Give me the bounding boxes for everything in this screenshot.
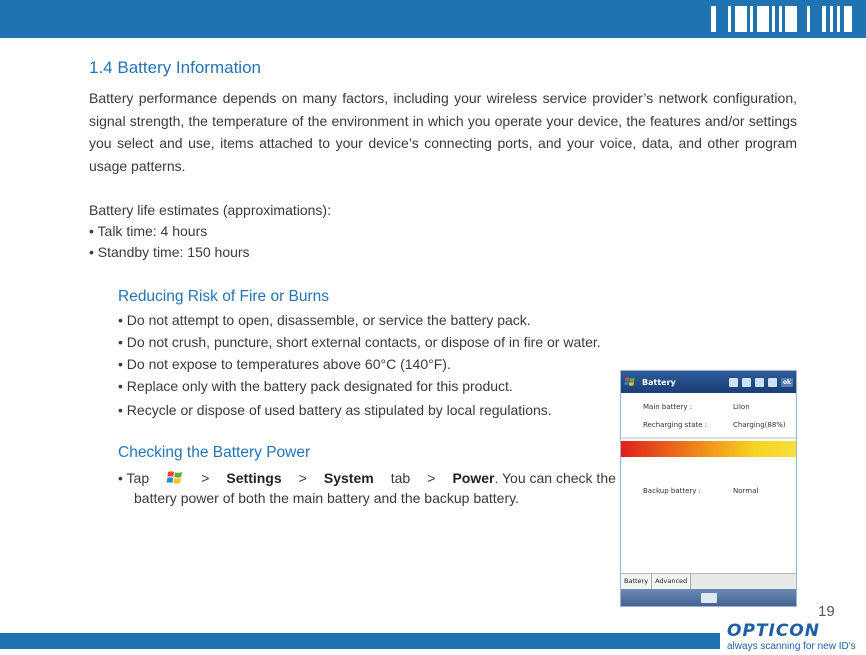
battery-status-icon: [729, 378, 738, 387]
footer-bar: [0, 633, 720, 649]
tab-label: tab: [390, 470, 411, 486]
volume-icon: [768, 378, 777, 387]
main-battery-label: Main battery :: [643, 403, 693, 411]
main-battery-value: LiIon: [733, 403, 750, 411]
estimates-label: Battery life estimates (approximations):: [89, 202, 331, 218]
charge-level-bar: [621, 441, 797, 457]
opticon-logo: OPTICON: [727, 621, 820, 641]
power-label: Power: [452, 470, 495, 486]
fire-risk-item: • Do not attempt to open, disassemble, or service the battery pack.: [118, 312, 531, 328]
tap-label: • Tap: [118, 470, 150, 486]
recharging-label: Recharging state :: [643, 421, 707, 429]
windows-start-icon: [166, 469, 184, 487]
screenshot-title: Battery: [642, 377, 676, 387]
fire-risk-item: • Recycle or dispose of used battery as stipulated by local regulations.: [118, 402, 552, 418]
talk-time: • Talk time: 4 hours: [89, 223, 208, 239]
page-number: 19: [818, 603, 835, 620]
keyboard-icon[interactable]: [701, 593, 717, 603]
fire-risk-item: • Do not crush, puncture, short external contacts, or dispose of in fire or water.: [118, 334, 601, 350]
fire-risk-title: Reducing Risk of Fire or Burns: [118, 288, 330, 305]
backup-battery-value: Normal: [733, 487, 759, 495]
screenshot-title-bar: [621, 371, 796, 393]
separator: >: [427, 470, 436, 486]
checking-title: Checking the Battery Power: [118, 444, 311, 461]
battery-screenshot: [620, 370, 797, 607]
backup-battery-label: Backup battery :: [643, 487, 702, 495]
tap-suffix: . You can check the: [494, 470, 616, 486]
fire-risk-item: • Replace only with the battery pack designated for this product.: [118, 378, 513, 394]
connectivity-icon: [742, 378, 751, 387]
screenshot-menu-bar: [621, 589, 797, 607]
windows-start-icon: [624, 376, 636, 388]
charge-track: [621, 437, 797, 439]
separator: >: [298, 470, 307, 486]
standby-time: • Standby time: 150 hours: [89, 244, 250, 260]
tagline: always scanning for new ID's: [727, 641, 856, 652]
separator: >: [201, 470, 210, 486]
header-bar: [0, 0, 866, 38]
tap-instruction-line2: battery power of both the main battery and the backup battery.: [134, 490, 519, 506]
fire-risk-item: • Do not expose to temperatures above 60°C (140°F).: [118, 356, 451, 372]
system-label: System: [323, 470, 374, 486]
section-title: 1.4 Battery Information: [89, 58, 261, 77]
ok-button[interactable]: ok: [782, 378, 792, 386]
tap-instruction: [118, 468, 616, 488]
recharging-value: Charging(88%): [733, 421, 786, 429]
intro-paragraph: Battery performance depends on many factors, including your wireless service provider’s network configuration, signal strength, the temperature of the environment in which you operate your device, the features and/or settings you select and use, items attached to your device’s connecting ports, and your voice, data, and other program usage patterns.: [89, 90, 797, 175]
screenshot-tabs: [621, 573, 797, 589]
tab-battery[interactable]: Battery: [621, 574, 652, 589]
settings-label: Settings: [226, 470, 282, 486]
barcode-graphic: [711, 6, 852, 32]
signal-icon: [755, 378, 764, 387]
tab-advanced[interactable]: Advanced: [652, 574, 691, 589]
